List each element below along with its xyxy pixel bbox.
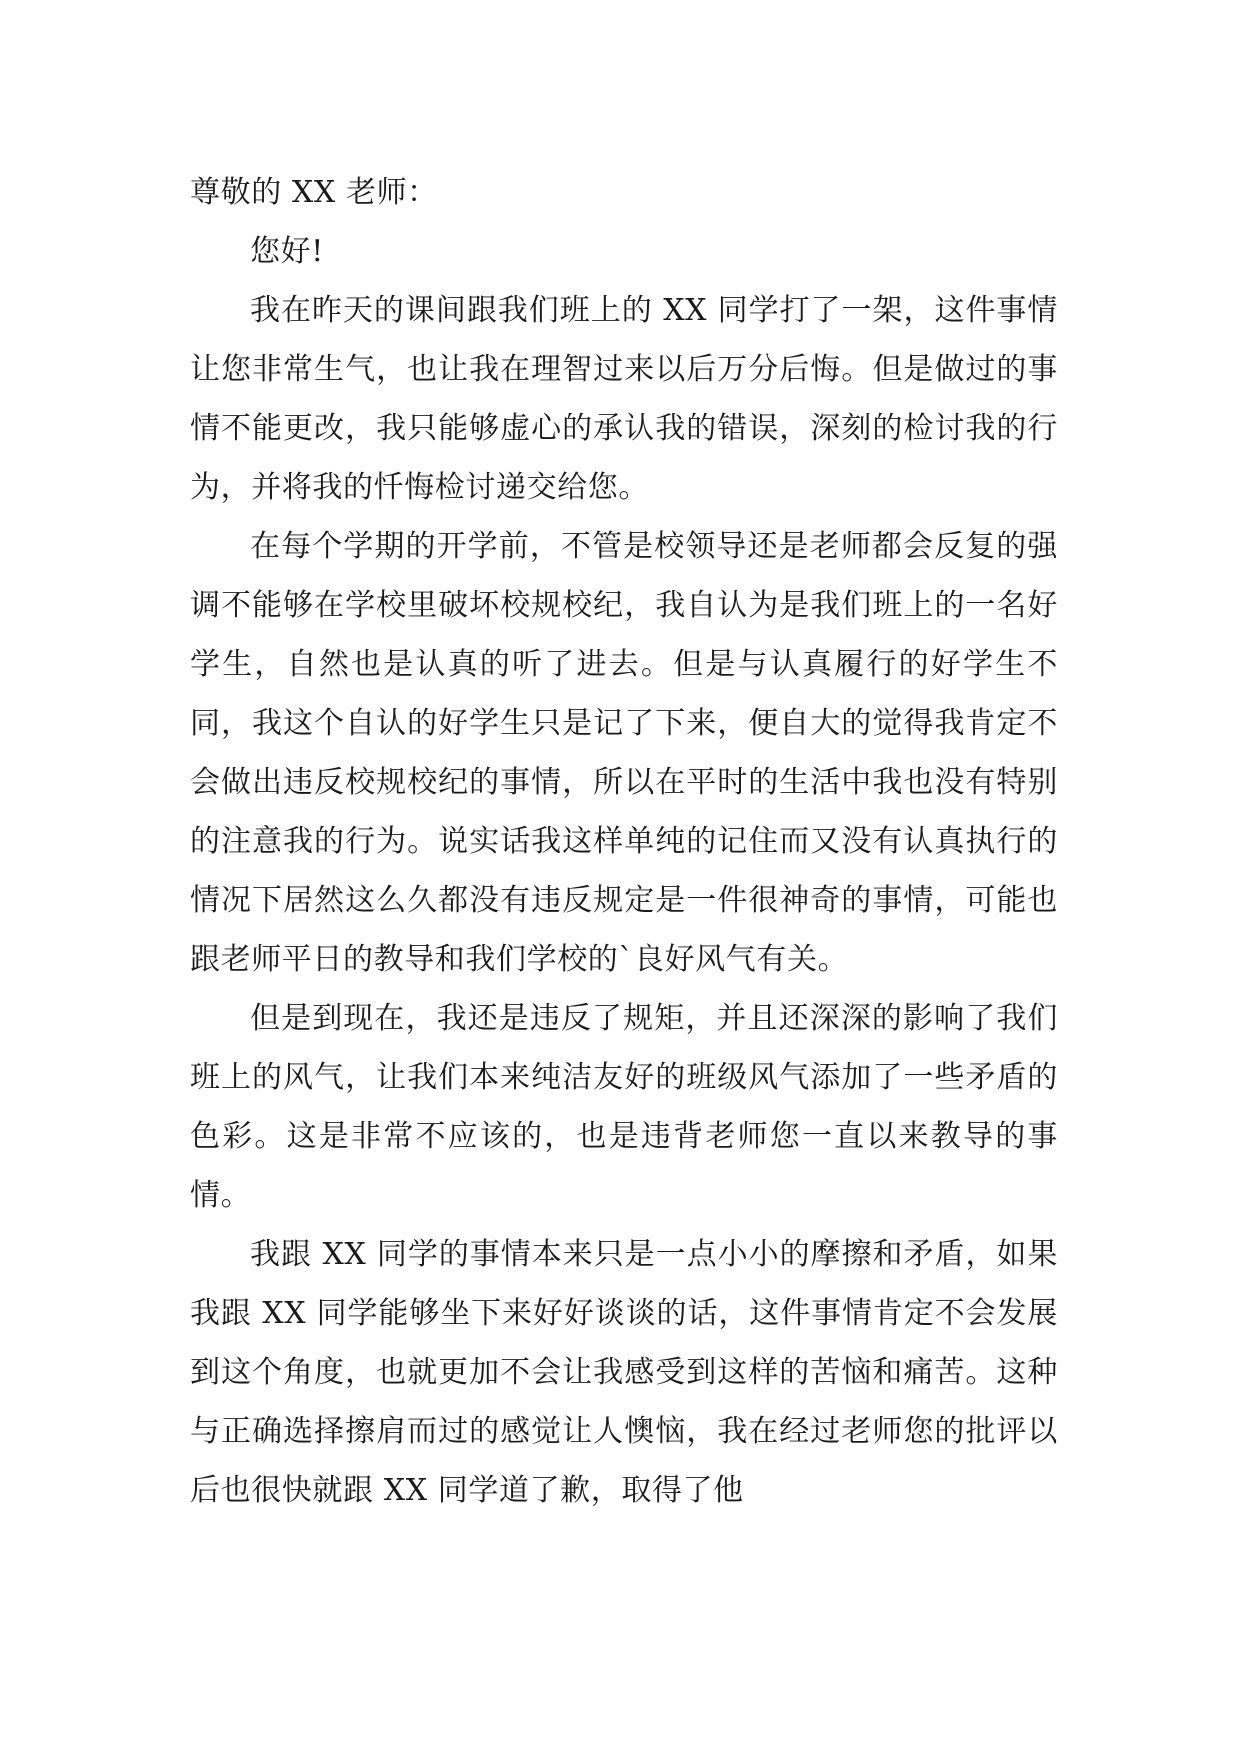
greeting: 您好!: [250, 234, 324, 269]
salutation: 尊敬的 XX 老师：: [190, 175, 438, 210]
paragraph: 我在昨天的课间跟我们班上的 XX 同学打了一架，这件事情让您非常生气，也让我在理智过来以后万分后悔。但是做过的事情不能更改，我只能够虚心的承认我的错误，深刻的检讨我的行为，并将我的忏悔检讨递交给您。: [190, 293, 1058, 505]
letter-body: [190, 163, 1058, 1520]
paragraph: 在每个学期的开学前，不管是校领导还是老师都会反复的强调不能够在学校里破坏校规校纪，我自认为是我们班上的一名好学生，自然也是认真的听了进去。但是与认真履行的好学生不同，我这个自认的好学生只是记了下来，便自大的觉得我肯定不会做出违反校规校纪的事情，所以在平时的生活中我也没有特别的注意我的行为。说实话我这样单纯的记住而又没有认真执行的情况下居然这么久都没有违反规定是一件很神奇的事情，可能也跟老师平日的教导和我们学校的`良好风气有关。: [190, 529, 1058, 977]
paragraph: 我跟 XX 同学的事情本来只是一点小小的摩擦和矛盾，如果我跟 XX 同学能够坐下来好好谈谈的话，这件事情肯定不会发展到这个角度，也就更加不会让我感受到这样的苦恼和痛苦。这种与正确选择擦肩而过的感觉让人懊恼，我在经过老师您的批评以后也很快就跟 XX 同学道了歉，取得了他: [190, 1237, 1058, 1508]
paragraph: 但是到现在，我还是违反了规矩，并且还深深的影响了我们班上的风气，让我们本来纯洁友好的班级风气添加了一些矛盾的色彩。这是非常不应该的，也是违背老师您一直以来教导的事情。: [190, 1001, 1058, 1213]
